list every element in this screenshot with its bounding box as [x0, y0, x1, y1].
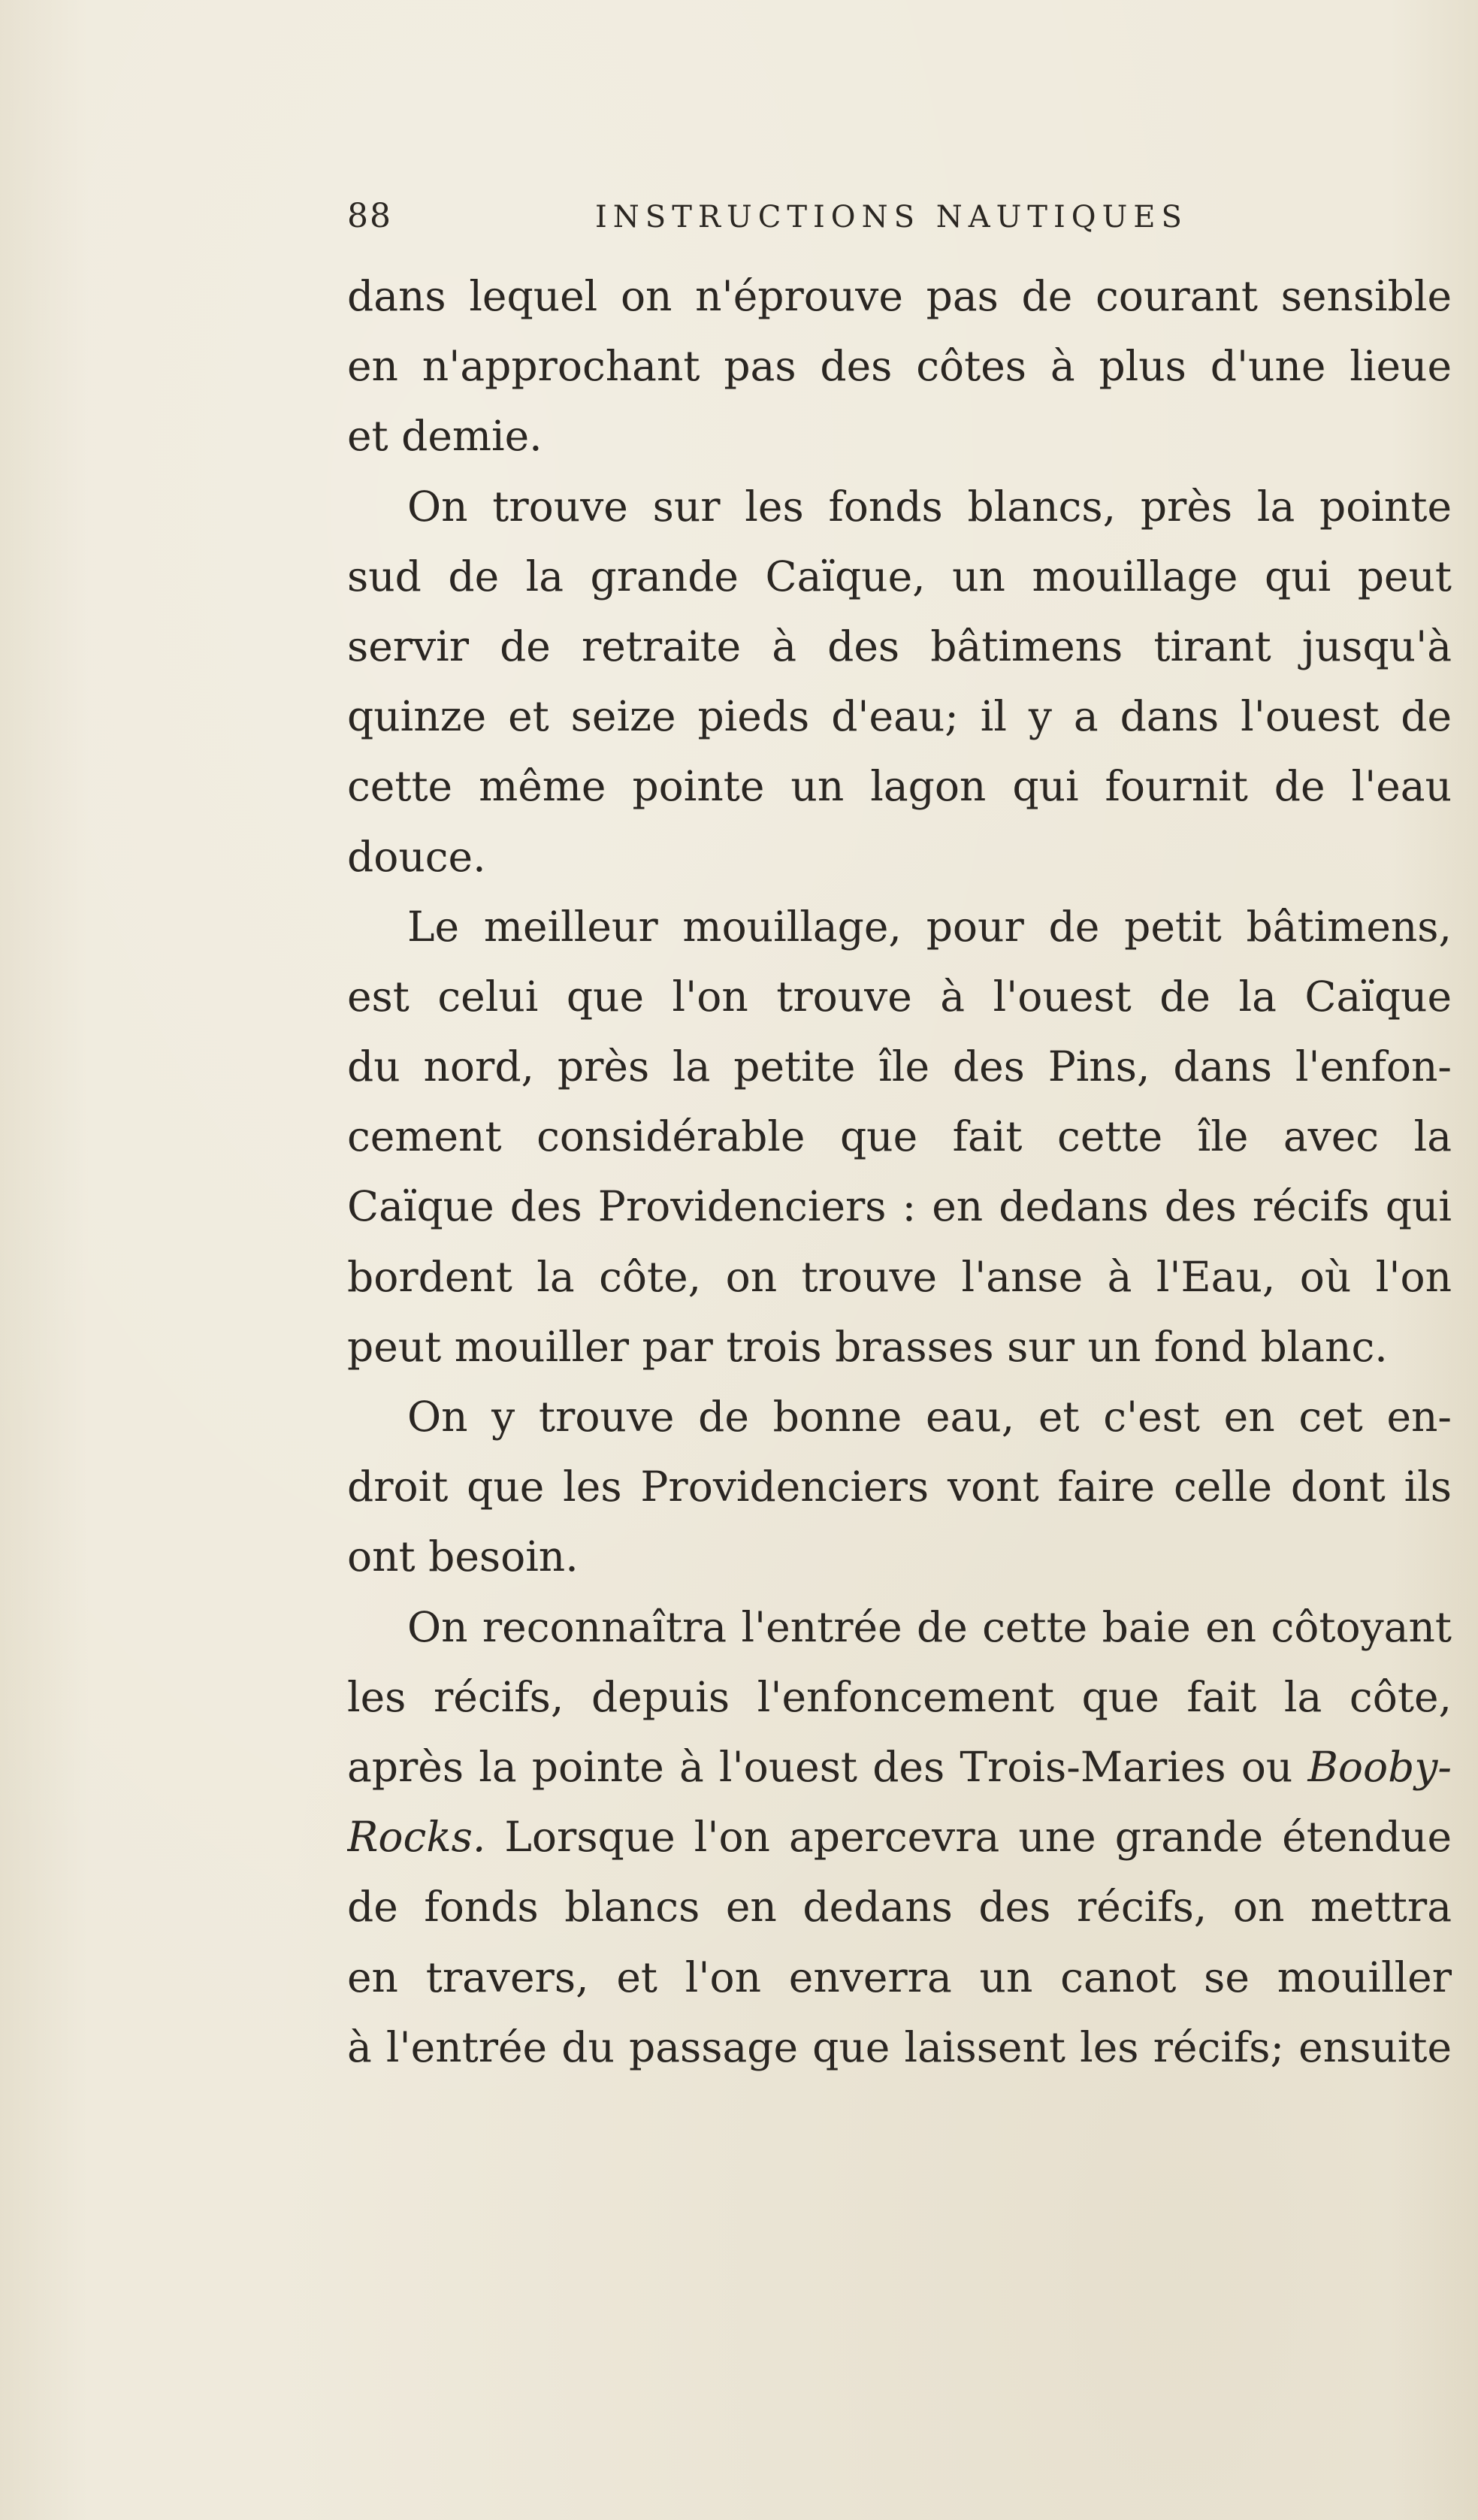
text-line: [347, 1802, 1452, 1872]
paragraph-start-line: On trouve sur les fonds blancs, près la pointe: [407, 482, 1452, 531]
text-line: à l'entrée du passage que laissent les récifs; ensuite: [347, 2022, 1452, 2071]
text-line: en n'approchant pas des côtes à plus d'une lieue: [347, 342, 1452, 391]
text-line: les récifs, depuis l'enfoncement que fait la côte,: [347, 1672, 1452, 1721]
text-line: bordent la côte, on trouve l'anse à l'Eau, où l'on: [347, 1252, 1452, 1301]
text-segment: après la pointe à l'ouest des Trois-Maries ou: [347, 1742, 1293, 1791]
text-line: ont besoin.: [347, 1532, 579, 1581]
text-line: du nord, près la petite île des Pins, dans l'enfon-: [347, 1042, 1452, 1091]
text-line: est celui que l'on trouve à l'ouest de la Caïque: [347, 972, 1452, 1021]
text-line: de fonds blancs en dedans des récifs, on mettra: [347, 1883, 1452, 1932]
text-line: dans lequel on n'éprouve pas de courant sensible: [347, 272, 1452, 320]
text-line: douce.: [347, 832, 486, 881]
text-line: en travers, et l'on enverra un canot se mouiller: [347, 1953, 1452, 2001]
paragraph-start-line: On reconnaîtra l'entrée de cette baie en côtoyant: [407, 1602, 1452, 1651]
text-line: sud de la grande Caïque, un mouillage qui peut: [347, 552, 1452, 601]
text-line: Caïque des Providenciers : en dedans des récifs qui: [347, 1182, 1452, 1231]
paragraph-start-line: On y trouve de bonne eau, et c'est en cet en-: [407, 1393, 1452, 1441]
italic-place-name: Rocks.: [347, 1813, 486, 1862]
text-line: servir de retraite à des bâtimens tirant jusqu'à: [347, 622, 1452, 670]
text-line: peut mouiller par trois brasses sur un fond blanc.: [347, 1322, 1388, 1371]
text-segment: Lorsque l'on apercevra une grande étendue: [504, 1813, 1452, 1862]
paragraph-start-line: Le meilleur mouillage, pour de petit bâtimens,: [407, 902, 1452, 951]
text-line: cement considérable que fait cette île avec la: [347, 1112, 1452, 1161]
body-text: [347, 262, 1452, 2083]
italic-place-name: Booby-: [1307, 1742, 1452, 1791]
running-title: INSTRUCTIONS NAUTIQUES: [595, 200, 1188, 234]
page-number: 88: [347, 197, 392, 235]
text-line: [347, 1732, 1452, 1802]
text-line: droit que les Providenciers vont faire celle dont ils: [347, 1463, 1452, 1511]
text-line: et demie.: [347, 412, 543, 461]
text-line: cette même pointe un lagon qui fournit de l'eau: [347, 762, 1452, 811]
running-header: [347, 197, 1452, 250]
text-line: quinze et seize pieds d'eau; il y a dans l'ouest de: [347, 692, 1452, 741]
